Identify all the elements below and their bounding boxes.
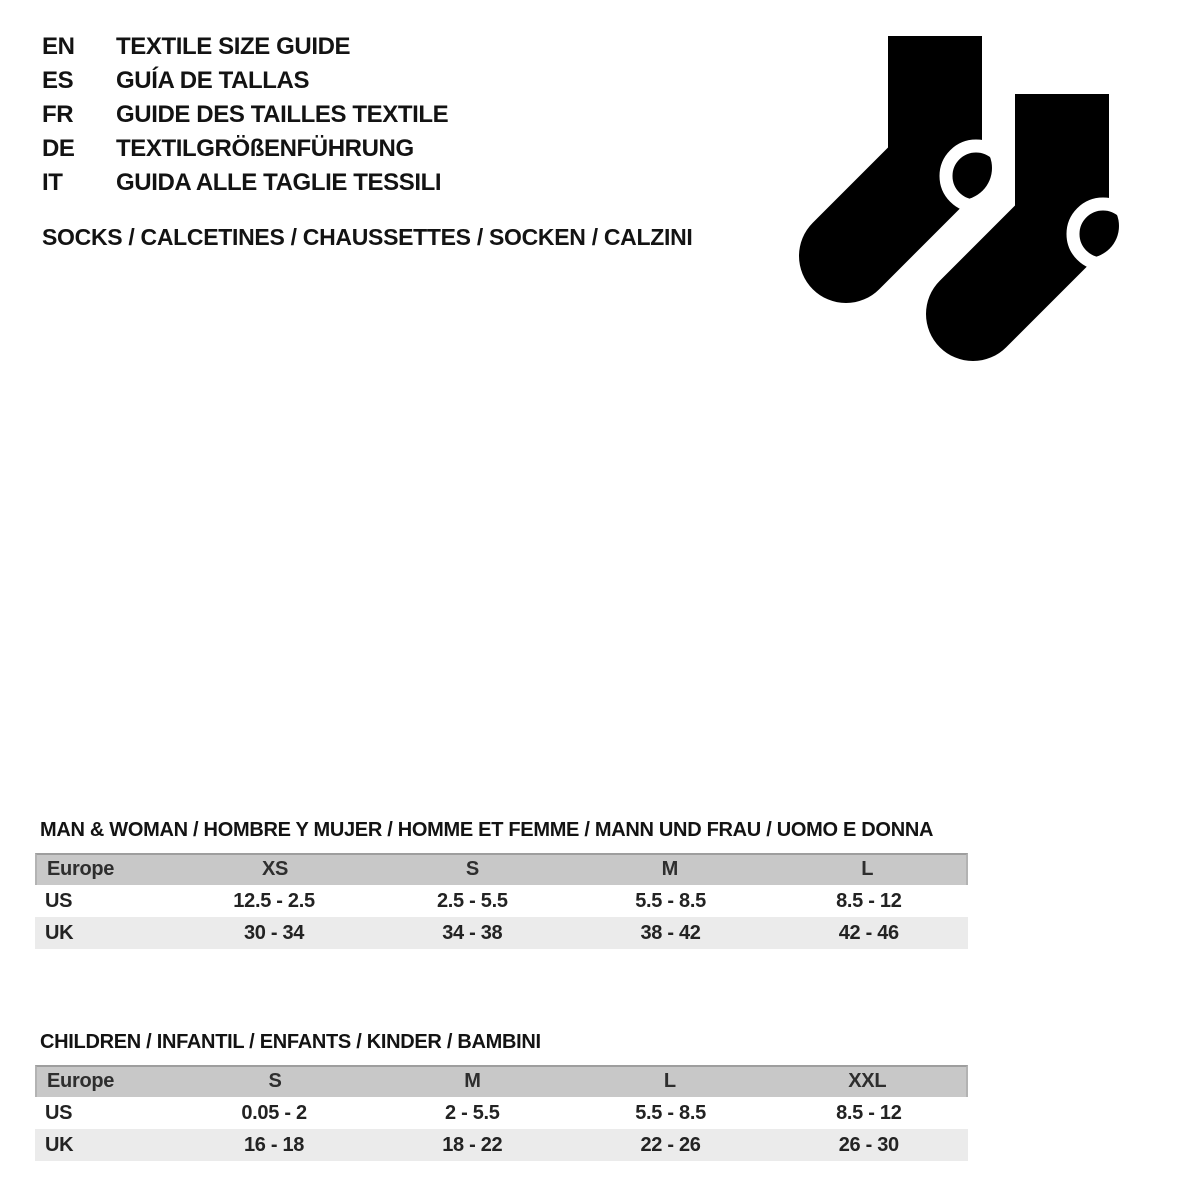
guide-title: GUIDA ALLE TAGLIE TESSILI [116,169,442,196]
row-label: UK [45,922,74,944]
size-value: 5.5 - 8.5 [635,890,706,912]
table-row [35,917,968,949]
size-value: 18 - 22 [442,1134,503,1156]
size-value: 34 - 38 [442,922,503,944]
language-code: DE [42,135,75,162]
category-line: SOCKS / CALCETINES / CHAUSSETTES / SOCKEN / CALZINI [42,224,693,250]
size-value: 42 - 46 [838,922,899,944]
size-value: 26 - 30 [838,1134,899,1156]
language-code: EN [42,33,75,60]
column-header: XS [262,858,289,880]
column-header: S [465,858,479,880]
size-value: 5.5 - 8.5 [635,1102,706,1124]
row-label: UK [45,1134,74,1156]
language-row-it [42,166,448,200]
guide-title: GUÍA DE TALLAS [116,67,310,94]
socks-icon [798,18,1143,363]
language-title-list [42,30,448,200]
size-table-children [35,1030,968,1161]
column-header: XXL [848,1070,887,1092]
guide-title: GUIDE DES TAILLES TEXTILE [116,101,449,128]
language-code: IT [42,169,63,196]
size-value: 38 - 42 [640,922,701,944]
language-row-de [42,132,448,166]
size-value: 8.5 - 12 [836,890,902,912]
column-header: M [661,858,679,880]
language-code: FR [42,101,74,128]
language-row-es [42,64,448,98]
row-label: US [45,1102,73,1124]
table [35,1065,968,1161]
size-value: 2.5 - 5.5 [436,890,508,912]
size-value: 12.5 - 2.5 [233,890,315,912]
column-header: S [268,1070,282,1092]
column-header: L [861,858,874,880]
size-value: 0.05 - 2 [241,1102,307,1124]
size-value: 30 - 34 [243,922,305,944]
column-header: M [464,1070,481,1092]
language-row-fr [42,98,448,132]
column-header: L [663,1070,676,1092]
guide-title: TEXTILE SIZE GUIDE [116,33,351,60]
column-header: Europe [47,858,115,880]
size-table-adults [35,818,968,949]
size-value: 8.5 - 12 [836,1102,902,1124]
table-row [35,885,968,917]
table-row [35,1097,968,1129]
guide-title: TEXTILGRÖßENFÜHRUNG [116,135,414,162]
table-row [35,1129,968,1161]
row-label: US [45,890,73,912]
table-header-row [35,1065,968,1097]
table-header-row [35,853,968,885]
size-value: 16 - 18 [243,1134,305,1156]
table-title: CHILDREN / INFANTIL / ENFANTS / KINDER / BAMBINI [40,1031,541,1053]
column-header: Europe [47,1070,115,1092]
language-row-en [42,30,448,64]
sock-left [846,36,1006,256]
table-title: MAN & WOMAN / HOMBRE Y MUJER / HOMME ET FEMME / MANN UND FRAU / UOMO E DONNA [40,819,934,841]
size-value: 2 - 5.5 [445,1102,500,1124]
language-code: ES [42,67,74,94]
size-value: 22 - 26 [640,1134,701,1156]
table [35,853,968,949]
